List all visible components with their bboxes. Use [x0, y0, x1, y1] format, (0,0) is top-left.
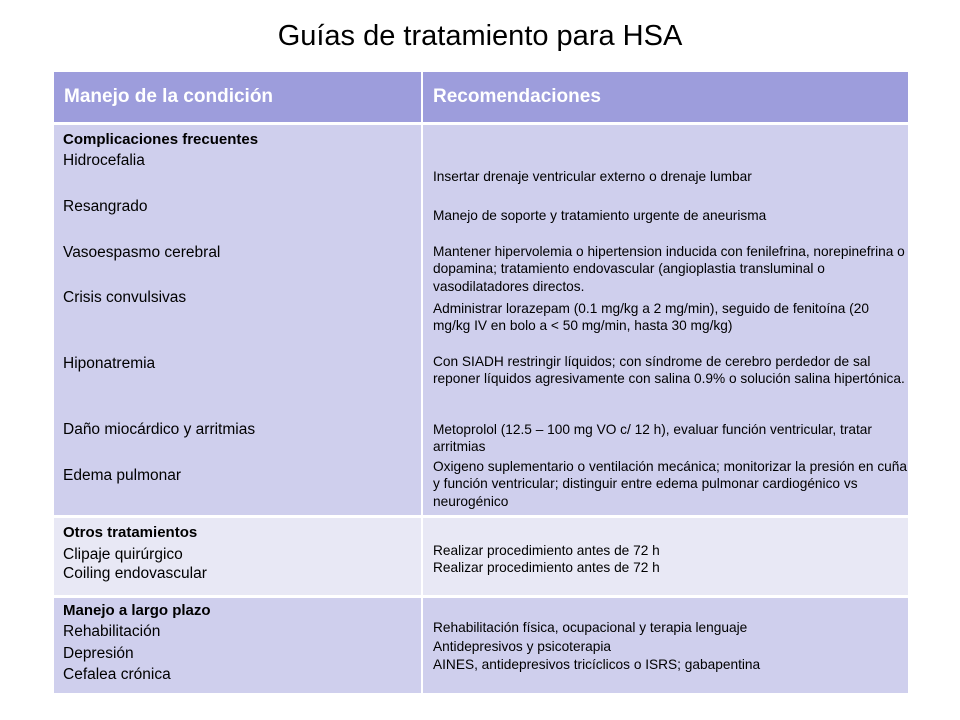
- condition-item: Daño miocárdico y arritmias: [63, 421, 256, 438]
- recommendation-item: Manejo de soporte y tratamiento urgente de aneurisma: [433, 208, 767, 223]
- recommendation-item: Oxigeno suplementario o ventilación mecánica; monitorizar la presión en cuña y función ventricular; distinguir entre edema pulmonar cardiogénico vs neurogénico: [433, 459, 907, 509]
- header-cell-condition: [54, 72, 421, 122]
- recommendation-item: AINES, antidepresivos tricíclicos o ISRS; gabapentina: [433, 657, 761, 672]
- condition-item: Cefalea crónica: [63, 666, 171, 683]
- recommendation-item: Metoprolol (12.5 – 100 mg VO c/ 12 h), evaluar función ventricular, tratar arritmias: [433, 422, 872, 455]
- section-heading: Complicaciones frecuentes: [63, 131, 259, 148]
- recommendation-item: Rehabilitación física, ocupacional y terapia lenguaje: [433, 620, 748, 635]
- recommendation-item: Mantener hipervolemia o hipertension inducida con fenilefrina, norepinefrina o dopamina; tratamiento endovascular (angioplastia transluminal o vasodilatadores directos.: [433, 244, 905, 294]
- section-complications-recommendations: [423, 125, 908, 515]
- condition-item: Vasoespasmo cerebral: [63, 244, 221, 261]
- recommendation-item: Insertar drenaje ventricular externo o drenaje lumbar: [433, 169, 752, 184]
- recommendation-item: Con SIADH restringir líquidos; con síndrome de cerebro perdedor de sal reponer líquidos agresivamente con salina 0.9% o solución salina hipertónica.: [433, 354, 905, 387]
- condition-item: Hidrocefalia: [63, 152, 145, 169]
- condition-item: Edema pulmonar: [63, 467, 182, 484]
- header-recommendations-label: Recomendaciones: [433, 86, 601, 107]
- section-complications-conditions: [54, 125, 421, 515]
- condition-item: Depresión: [63, 645, 134, 662]
- recommendation-item: Antidepresivos y psicoterapia: [433, 639, 612, 654]
- condition-item: Crisis convulsivas: [63, 289, 187, 306]
- section-other-conditions: [54, 518, 421, 595]
- condition-item: Resangrado: [63, 198, 148, 215]
- recommendation-item: Realizar procedimiento antes de 72 h: [433, 560, 660, 575]
- header-condition-label: Manejo de la condición: [64, 86, 274, 107]
- condition-item: Hiponatremia: [63, 355, 156, 372]
- section-longterm-recommendations: [423, 598, 908, 693]
- header-cell-recommendations: [423, 72, 908, 122]
- section-heading: Otros tratamientos: [63, 524, 198, 541]
- treatment-table: [54, 72, 908, 693]
- section-longterm-conditions: [54, 598, 421, 693]
- condition-item: Rehabilitación: [63, 623, 161, 640]
- condition-item: Coiling endovascular: [63, 565, 207, 582]
- section-other-recommendations: [423, 518, 908, 595]
- section-heading: Manejo a largo plazo: [63, 602, 211, 619]
- recommendation-item: Realizar procedimiento antes de 72 h: [433, 543, 660, 558]
- condition-item: Clipaje quirúrgico: [63, 546, 183, 563]
- recommendation-item: Administrar lorazepam (0.1 mg/kg a 2 mg/min), seguido de fenitoína (20 mg/kg IV en bolo a < 50 mg/min, hasta 30 mg/kg): [433, 301, 869, 334]
- page-title: Guías de tratamiento para HSA: [277, 20, 683, 52]
